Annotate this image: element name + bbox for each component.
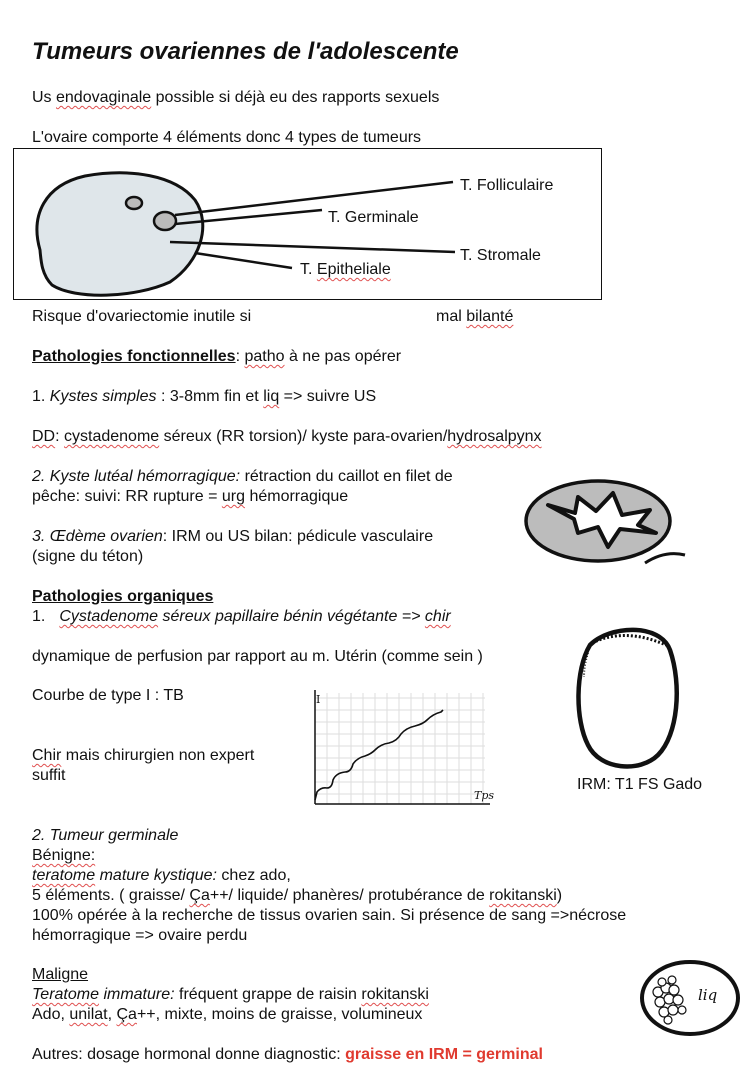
luteal-line1: 2. Kyste lutéal hémorragique: rétraction du caillot en filet de: [32, 468, 453, 485]
label-stromale: T. Stromale: [460, 247, 541, 264]
courbe-line: Courbe de type I : TB: [32, 687, 184, 704]
teratome-immature-line: Teratome immature: fréquent grappe de raisin rokitanski: [32, 986, 429, 1003]
oedeme-line2: (signe du téton): [32, 548, 144, 565]
irm-label: IRM: T1 FS Gado: [577, 776, 703, 793]
kystes-line: 1. Kystes simples : 3-8mm fin et liq => suivre US: [32, 388, 377, 405]
ovary-shape: [37, 173, 203, 295]
ovaire-line: L'ovaire comporte 4 éléments donc 4 types de tumeurs: [32, 129, 422, 146]
follicle-large: [154, 212, 176, 230]
elements-line: 5 éléments. ( graisse/ Ça++/ liquide/ phanères/ protubérance de rokitanski): [32, 887, 563, 904]
luteal-cyst-sketch: [520, 475, 690, 570]
liq-annotation: liq: [698, 986, 718, 1004]
dd-line: DD: cystadenome séreux (RR torsion)/ kyste para-ovarien/hydrosalpynx: [32, 428, 542, 445]
fonct-heading: Pathologies fonctionnelles: patho à ne pas opérer: [32, 348, 402, 365]
dyn-line: dynamique de perfusion par rapport au m. Utérin (comme sein ): [32, 648, 483, 665]
label-epitheliale: T. Epitheliale: [300, 261, 391, 278]
ado-line: Ado, unilat, Ça++, mixte, moins de graisse, volumineux: [32, 1006, 423, 1023]
follicle-small: [126, 197, 142, 209]
irm-sketch: [570, 625, 690, 775]
graph-x-label: Tps: [474, 789, 495, 802]
grape-sketch: [638, 958, 748, 1038]
label-folliculaire: T. Folliculaire: [460, 177, 554, 194]
chir-line1: Chir mais chirurgien non expert: [32, 747, 255, 764]
benigne-label: Bénigne:: [32, 847, 96, 864]
label-germinale: T. Germinale: [328, 209, 419, 226]
line-stromale: [170, 242, 455, 252]
autres-line: Autres: dosage hormonal donne diagnostic: graisse en IRM = germinal: [32, 1046, 543, 1063]
line-epitheliale: [195, 253, 292, 268]
organ-line1: 1. Cystadenome séreux papillaire bénin végétante => chir: [32, 608, 451, 625]
chir-line2: suffit: [32, 767, 66, 784]
graph-y-label: I: [316, 693, 321, 706]
hemorragique-line: hémorragique => ovaire perdu: [32, 927, 248, 944]
luteal-line2: pêche: suivi: RR rupture = urg hémorragique: [32, 488, 349, 505]
oedeme-line1: 3. Œdème ovarien: IRM ou US bilan: pédicule vasculaire: [32, 528, 434, 545]
perfusion-curve-graph: [305, 688, 495, 813]
organ-heading: Pathologies organiques: [32, 588, 214, 605]
risque-right: mal bilanté: [436, 308, 514, 325]
operee-line: 100% opérée à la recherche de tissus ovarien sain. Si présence de sang =>nécrose: [32, 907, 627, 924]
risque-line: Risque d'ovariectomie inutile si: [32, 308, 252, 325]
teratome-mature-line: teratome mature kystique: chez ado,: [32, 867, 291, 884]
page-title: Tumeurs ovariennes de l'adolescente: [32, 38, 459, 65]
germ-heading: 2. Tumeur germinale: [32, 827, 179, 844]
us-line: Us endovaginale possible si déjà eu des rapports sexuels: [32, 89, 440, 106]
maligne-heading: Maligne: [32, 966, 89, 983]
curve-line: [315, 710, 443, 800]
